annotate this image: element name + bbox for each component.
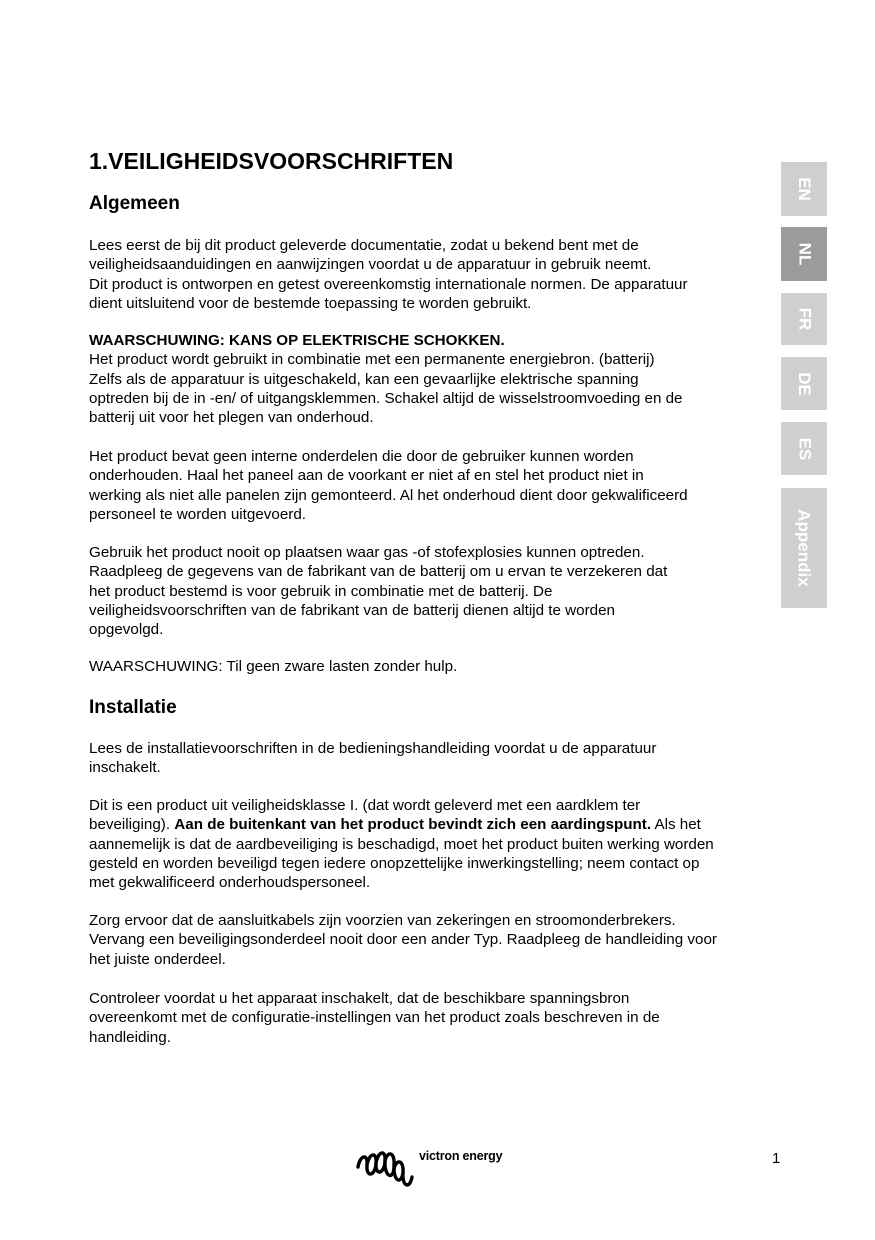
text-line: Raadpleeg de gegevens van de fabrikant van de batterij om u ervan te verzekeren dat bbox=[89, 563, 668, 581]
text-line: dient uitsluitend voor de bestemde toepassing te worden gebruikt. bbox=[89, 294, 532, 312]
tab-label: EN bbox=[795, 177, 814, 201]
section-heading-algemeen: Algemeen bbox=[89, 193, 180, 214]
tab-label: ES bbox=[795, 437, 814, 460]
text-line: gesteld en worden beveiligd tegen iedere onopzettelijke inwerkingstelling; neem contact op bbox=[89, 854, 700, 872]
text-line: Lees de installatievoorschriften in de bedieningshandleiding voordat u de apparatuur bbox=[89, 740, 657, 757]
text-line: overeenkomt met de configuratie-instellingen van het product zoals beschreven in de bbox=[89, 1009, 660, 1027]
text-line: werking als niet alle panelen zijn gemonteerd. Al het onderhoud dient door gekwalificeerd bbox=[89, 486, 688, 504]
tab-label: DE bbox=[795, 371, 814, 396]
text-line: Lees eerst de bij dit product geleverde documentatie, zodat u bekend bent met de bbox=[89, 237, 639, 254]
text-line: Dit product is ontworpen en getest overeenkomstig internationale normen. De apparatuur bbox=[89, 275, 688, 293]
tab-de[interactable] bbox=[781, 357, 827, 410]
tab-label: NL bbox=[794, 242, 814, 266]
text-line: handleiding. bbox=[89, 1028, 171, 1046]
victron-logo bbox=[354, 1145, 534, 1195]
paragraph bbox=[89, 447, 789, 524]
victron-swirl-icon bbox=[354, 1145, 418, 1193]
text-line: het product bestemd is voor gebruik in combinatie met de batterij. De bbox=[89, 582, 553, 600]
text-line: Gebruik het product nooit op plaatsen waar gas -of stofexplosies kunnen optreden. bbox=[89, 544, 645, 561]
text-line: personeel te worden uitgevoerd. bbox=[89, 505, 306, 523]
bold-text-segment: Aan de buitenkant van het product bevindt zich een aardingspunt. bbox=[174, 816, 652, 834]
paragraph bbox=[89, 657, 789, 676]
paragraph bbox=[89, 911, 789, 969]
paragraph bbox=[89, 236, 789, 313]
text-line: Vervang een beveiligingsonderdeel nooit door een ander Typ. Raadpleeg de handleiding voor bbox=[89, 931, 717, 949]
text-line: Zelfs als de apparatuur is uitgeschakeld, kan een gevaarlijke elektrische spanning bbox=[89, 370, 639, 388]
paragraph bbox=[89, 739, 789, 778]
tab-en[interactable] bbox=[781, 162, 827, 216]
tab-label: FR bbox=[794, 307, 814, 331]
tab-appendix[interactable] bbox=[781, 488, 827, 608]
text-line: onderhouden. Haal het paneel aan de voorkant er niet af en stel het product niet in bbox=[89, 467, 644, 485]
text-line: aannemelijk is dat de aardbeveiliging is beschadigd, moet het product buiten werking worden bbox=[89, 835, 714, 853]
tab-nl[interactable] bbox=[781, 227, 827, 281]
text-line: Controleer voordat u het apparaat inschakelt, dat de beschikbare spanningsbron bbox=[89, 990, 630, 1007]
warning-paragraph bbox=[89, 331, 789, 427]
tab-es[interactable] bbox=[781, 422, 827, 475]
text-line: Zorg ervoor dat de aansluitkabels zijn voorzien van zekeringen en stroomonderbrekers. bbox=[89, 912, 676, 929]
warning-title bbox=[89, 331, 789, 350]
text-segment: beveiliging). bbox=[89, 816, 175, 834]
page-title: 1.VEILIGHEIDSVOORSCHRIFTEN bbox=[89, 148, 454, 174]
text-line: opgevolgd. bbox=[89, 621, 164, 639]
paragraph bbox=[89, 796, 789, 892]
text-line: het juiste onderdeel. bbox=[89, 950, 226, 968]
text-line: inschakelt. bbox=[89, 759, 161, 777]
text-line bbox=[89, 815, 789, 834]
brand-name: victron energy bbox=[419, 1149, 503, 1163]
text-line: met gekwalificeerd onderhoudspersoneel. bbox=[89, 874, 371, 892]
tab-label: Appendix bbox=[795, 509, 815, 587]
page-number: 1 bbox=[772, 1150, 781, 1167]
warning-title-text: WAARSCHUWING: KANS OP ELEKTRISCHE SCHOKKEN. bbox=[89, 332, 505, 349]
text-line: optreden bij de in -en/ of uitgangsklemmen. Schakel altijd de wisselstroomvoeding en de bbox=[89, 389, 683, 407]
section-heading-installatie: Installatie bbox=[89, 697, 177, 718]
text-line: veiligheidsvoorschriften van de fabrikant van de batterij dienen altijd te worden bbox=[89, 601, 615, 619]
text-line: Het product wordt gebruikt in combinatie met een permanente energiebron. (batterij) bbox=[89, 351, 655, 369]
text-line: batterij uit voor het plegen van onderhoud. bbox=[89, 409, 374, 427]
paragraph bbox=[89, 543, 789, 639]
tab-fr[interactable] bbox=[781, 293, 827, 345]
text-segment: Als het bbox=[651, 816, 701, 834]
paragraph bbox=[89, 989, 789, 1047]
text-line: Dit is een product uit veiligheidsklasse I. (dat wordt geleverd met een aardklem ter bbox=[89, 797, 641, 814]
text-line: WAARSCHUWING: Til geen zware lasten zonder hulp. bbox=[89, 658, 458, 675]
text-line: veiligheidsaanduidingen en aanwijzingen voordat u de apparatuur in gebruik neemt. bbox=[89, 256, 652, 274]
text-line: Het product bevat geen interne onderdelen die door de gebruiker kunnen worden bbox=[89, 448, 634, 465]
